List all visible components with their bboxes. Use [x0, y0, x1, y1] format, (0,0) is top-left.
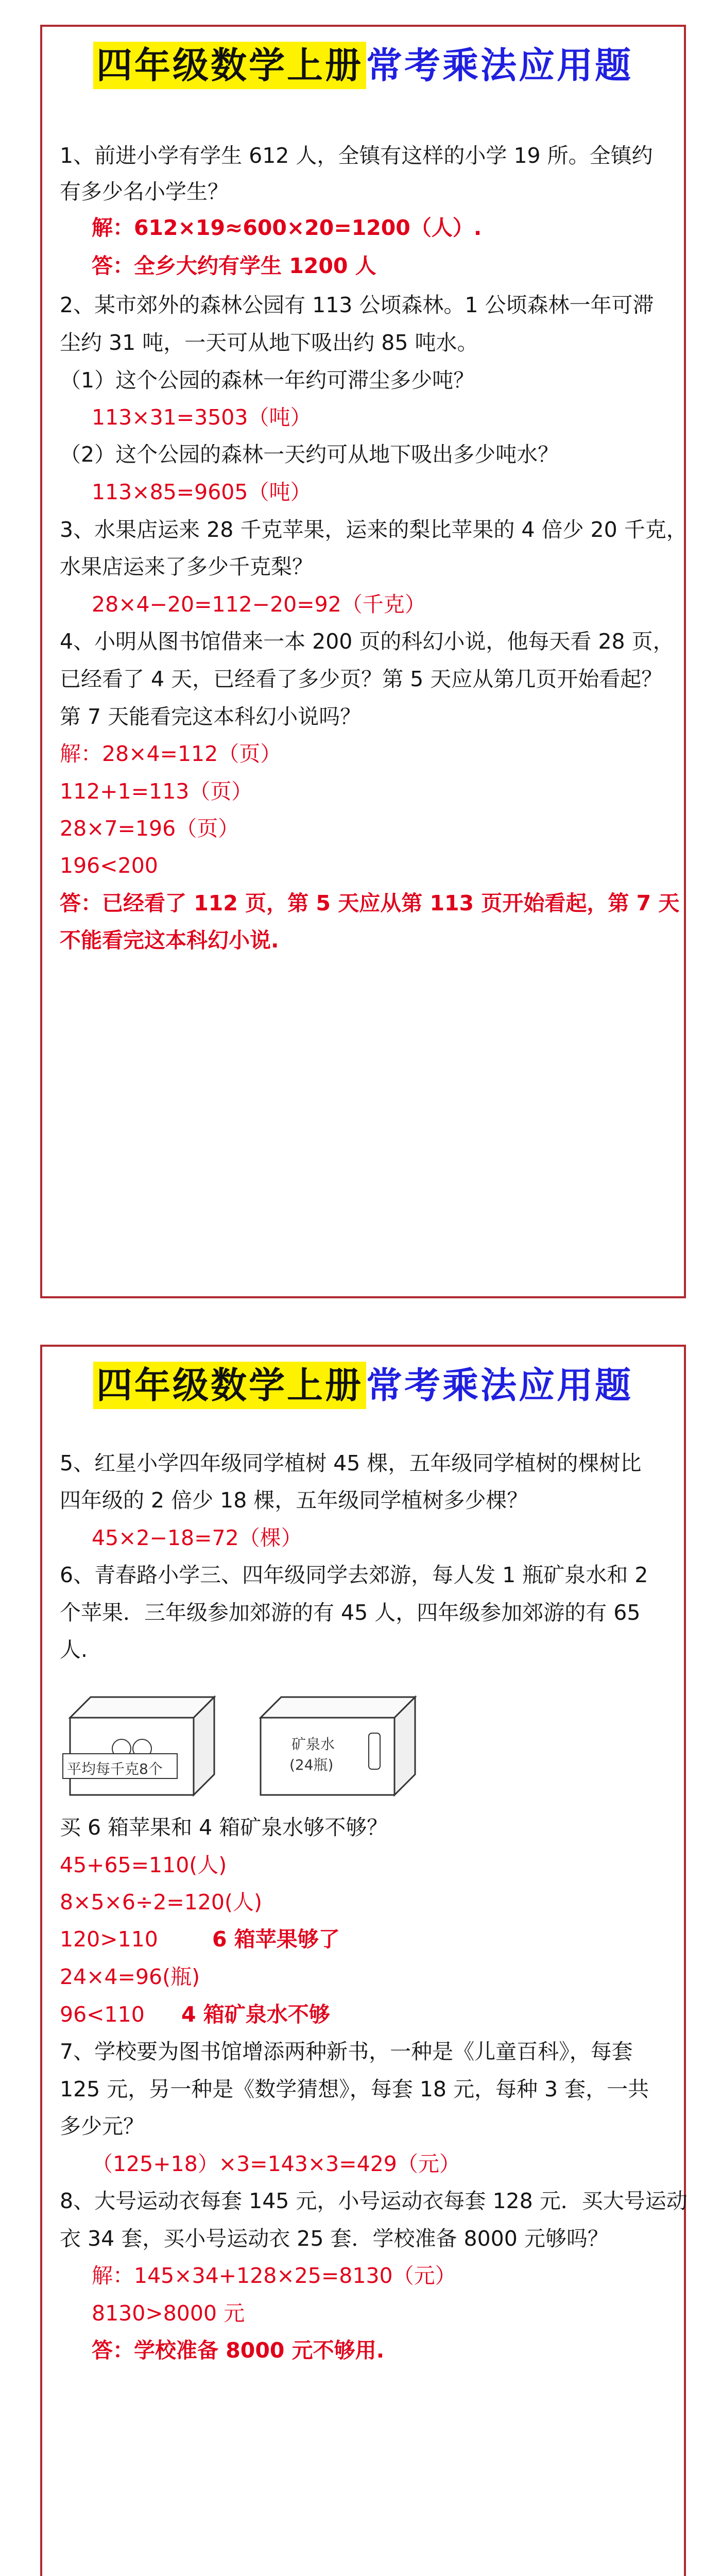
question-2-part-1: （1）这个公园的森林一年约可滞尘多少吨？: [60, 368, 475, 393]
answer-4-conclusion-1: 答：已经看了 112 页，第 5 天应从第 113 页开始看起，第 7 天: [60, 891, 680, 916]
question-2-line-2: 尘约 31 吨，一天可从地下吸出约 85 吨水。: [60, 330, 478, 355]
question-6-line-1: 6、青春路小学三、四年级同学去郊游，每人发 1 瓶矿泉水和 2: [60, 1563, 648, 1587]
page-title: [42, 27, 684, 104]
answer-2-part-1: 113×31=3503（吨）: [92, 405, 312, 430]
question-7-line-2: 125 元，另一种是《数学猜想》，每套 18 元，每种 3 套，一共: [60, 2077, 649, 2102]
question-5-line-1: 5、红星小学四年级同学植树 45 棵，五年级同学植树的棵树比: [60, 1451, 642, 1476]
answer-4-step-3: 28×7=196（页）: [60, 816, 239, 841]
question-8-line-2: 衣 34 套，买小号运动衣 25 套．学校准备 8000 元够吗？: [60, 2226, 609, 2251]
answer-4-step-2: 112+1=113（页）: [60, 779, 253, 804]
answer-8-solution: 解：145×34+128×25=8130（元）: [92, 2263, 456, 2288]
question-4-line-1: 4、小明从图书馆借来一本 200 页的科幻小说，他每天看 28 页，: [60, 629, 674, 654]
question-6-line-3: 人.: [60, 1637, 88, 1662]
answer-2-part-2: 113×85=9605（吨）: [92, 480, 312, 504]
answer-6-water-not-enough: 4 箱矿泉水不够: [181, 2002, 330, 2027]
answer-8-compare: 8130>8000 元: [92, 2301, 245, 2326]
apple-box-label: 平均每千克8个: [67, 1760, 163, 1777]
page-2: [40, 1345, 686, 2576]
boxes-drawing: [60, 1676, 431, 1805]
answer-4-step-1: 解：28×4=112（页）: [60, 741, 282, 766]
answer-3: 28×4−20=112−20=92（千克）: [92, 592, 426, 617]
question-3-line-2: 水果店运来了多少千克梨？: [60, 554, 313, 579]
answer-6-step-3: 120>110: [60, 1927, 158, 1952]
question-7-line-3: 多少元？: [60, 2114, 144, 2139]
question-4-line-3: 第 7 天能看完这本科幻小说吗？: [60, 704, 362, 729]
question-2-line-1: 2、某市郊外的森林公园有 113 公顷森林。1 公顷森林一年可滞: [60, 293, 654, 317]
answer-6-step-2: 8×5×6÷2=120(人): [60, 1890, 263, 1914]
question-6-ask: 买 6 箱苹果和 4 箱矿泉水够不够？: [60, 1815, 388, 1840]
question-7-line-1: 7、学校要为图书馆增添两种新书，一种是《儿童百科》，每套: [60, 2039, 633, 2064]
page-title: [42, 1347, 684, 1424]
water-box-count: (24瓶): [289, 1756, 334, 1773]
question-8-line-1: 8、大号运动衣每套 145 元，小号运动衣每套 128 元．买大号运动: [60, 2189, 688, 2213]
answer-8-conclusion: 答：学校准备 8000 元不够用.: [92, 2338, 385, 2363]
question-1-line-2: 有多少名小学生？: [60, 179, 229, 204]
answer-4-conclusion-2: 不能看完这本科幻小说.: [60, 928, 279, 953]
answer-1-conclusion: 答：全乡大约有学生 1200 人: [92, 253, 376, 278]
question-5-line-2: 四年级的 2 倍少 18 棵，五年级同学植树多少棵？: [60, 1488, 528, 1513]
answer-5: 45×2−18=72（棵）: [92, 1526, 302, 1550]
page-1: [40, 25, 686, 1298]
boxes-illustration: [60, 1676, 431, 1805]
apple-box-icon: [63, 1697, 214, 1795]
question-1-line-1: 1、前进小学有学生 612 人，全镇有这样的小学 19 所。全镇约: [60, 143, 653, 168]
question-6-line-2: 个苹果．三年级参加郊游的有 45 人，四年级参加郊游的有 65: [60, 1600, 641, 1625]
water-box-icon: [261, 1697, 415, 1795]
question-2-part-2: （2）这个公园的森林一天约可从地下吸出多少吨水？: [60, 442, 559, 467]
page-title-rest: 常考乘法应用题: [366, 44, 633, 87]
question-3-line-1: 3、水果店运来 28 千克苹果，运来的梨比苹果的 4 倍少 20 千克，: [60, 517, 688, 542]
page-title-highlight: 四年级数学上册: [93, 1362, 366, 1409]
page-title-rest: 常考乘法应用题: [366, 1364, 633, 1406]
page-title-highlight: 四年级数学上册: [93, 42, 366, 89]
question-4-line-2: 已经看了 4 天，已经看了多少页？第 5 天应从第几页开始看起？: [60, 667, 663, 691]
answer-6-step-4: 24×4=96(瓶): [60, 1964, 200, 1989]
answer-6-step-1: 45+65=110(人): [60, 1853, 227, 1877]
answer-7: （125+18）×3=143×3=429（元）: [92, 2151, 460, 2176]
answer-4-step-4: 196<200: [60, 853, 158, 878]
water-box-label: 矿泉水: [291, 1736, 335, 1753]
answer-1-solution: 解：612×19≈600×20=1200（人）.: [92, 215, 482, 240]
answer-6-step-5: 96<110: [60, 2002, 145, 2027]
answer-6-apples-enough: 6 箱苹果够了: [212, 1927, 340, 1952]
